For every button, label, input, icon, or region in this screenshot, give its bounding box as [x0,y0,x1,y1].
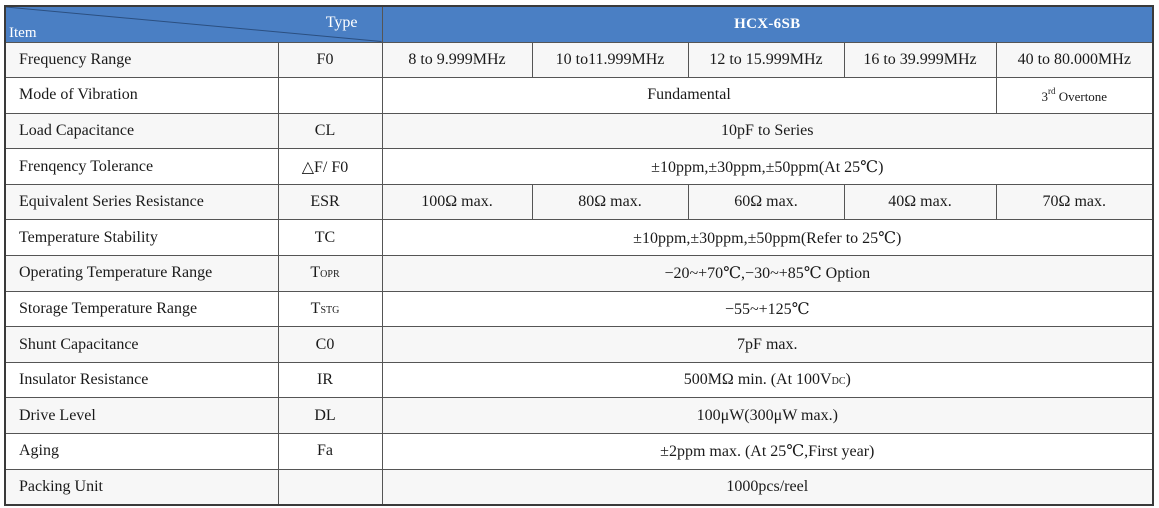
value-cell: −55~+125℃ [382,291,1153,327]
row-item-label: Packing Unit [5,469,278,505]
row-item-label: Frenqency Tolerance [5,149,278,185]
table-row [5,113,1153,149]
value-cell: 16 to 39.999MHz [844,42,996,78]
table-row [5,78,1153,114]
overtone-number: 3 [1041,88,1048,104]
row-type-code [278,78,382,114]
table-row [5,256,1153,292]
row-type-code: ESR [278,184,382,220]
value-cell: 100Ω max. [382,184,532,220]
table-row [5,362,1153,398]
value-subscript: DC [831,376,846,388]
row-type-code: △F/ F0 [278,149,382,185]
value-cell: ±10ppm,±30ppm,±50ppm(At 25℃) [382,149,1153,185]
row-item-label: Operating Temperature Range [5,256,278,292]
row-type-code: DL [278,398,382,434]
row-item-label: Temperature Stability [5,220,278,256]
row-type-code [278,256,382,292]
table-row [5,42,1153,78]
model-header: HCX-6SB [382,6,1153,42]
row-type-code: C0 [278,327,382,363]
row-type-code: F0 [278,42,382,78]
row-item-label: Aging [5,434,278,470]
row-type-code: TC [278,220,382,256]
code-main: T [310,299,321,317]
value-cell: 100μW(300μW max.) [382,398,1153,434]
value-cell: ±2ppm max. (At 25℃,First year) [382,434,1153,470]
spec-table [4,5,1154,506]
table-row [5,469,1153,505]
header-row [5,6,1153,42]
value-cell: 12 to 15.999MHz [688,42,844,78]
value-cell-overtone [996,78,1153,114]
table-row [5,220,1153,256]
table-row [5,149,1153,185]
table-row [5,184,1153,220]
row-type-code [278,469,382,505]
header-type-label: Type [325,14,358,31]
code-subscript: STG [320,304,340,316]
header-corner-cell [5,6,382,42]
row-type-code: Fa [278,434,382,470]
overtone-text: Overtone [1055,88,1108,104]
row-item-label: Shunt Capacitance [5,327,278,363]
value-cell: 10 to11.999MHz [532,42,688,78]
value-cell: 40Ω max. [844,184,996,220]
value-cell: 40 to 80.000MHz [996,42,1153,78]
value-cell: 10pF to Series [382,113,1153,149]
row-item-label: Frequency Range [5,42,278,78]
table-row [5,398,1153,434]
row-item-label: Mode of Vibration [5,78,278,114]
value-cell: −20~+70℃,−30~+85℃ Option [382,256,1153,292]
value-cell: 1000pcs/reel [382,469,1153,505]
value-cell: Fundamental [382,78,996,114]
code-subscript: OPR [320,269,340,281]
row-item-label: Insulator Resistance [5,362,278,398]
value-cell: 80Ω max. [532,184,688,220]
row-type-code: IR [278,362,382,398]
row-type-code: CL [278,113,382,149]
value-cell: 60Ω max. [688,184,844,220]
header-item-label: Item [9,24,37,41]
value-cell: ±10ppm,±30ppm,±50ppm(Refer to 25℃) [382,220,1153,256]
value-cell: 70Ω max. [996,184,1153,220]
value-cell: 8 to 9.999MHz [382,42,532,78]
row-item-label: Drive Level [5,398,278,434]
row-type-code [278,291,382,327]
value-cell [382,362,1153,398]
table-row [5,291,1153,327]
table-row [5,327,1153,363]
value-tail: ) [845,371,851,389]
overtone-suffix: rd [1047,85,1056,96]
row-item-label: Equivalent Series Resistance [5,184,278,220]
code-main: T [310,264,321,282]
row-item-label: Load Capacitance [5,113,278,149]
value-main: 500MΩ min. (At 100V [683,371,832,389]
value-cell: 7pF max. [382,327,1153,363]
row-item-label: Storage Temperature Range [5,291,278,327]
table-row [5,434,1153,470]
